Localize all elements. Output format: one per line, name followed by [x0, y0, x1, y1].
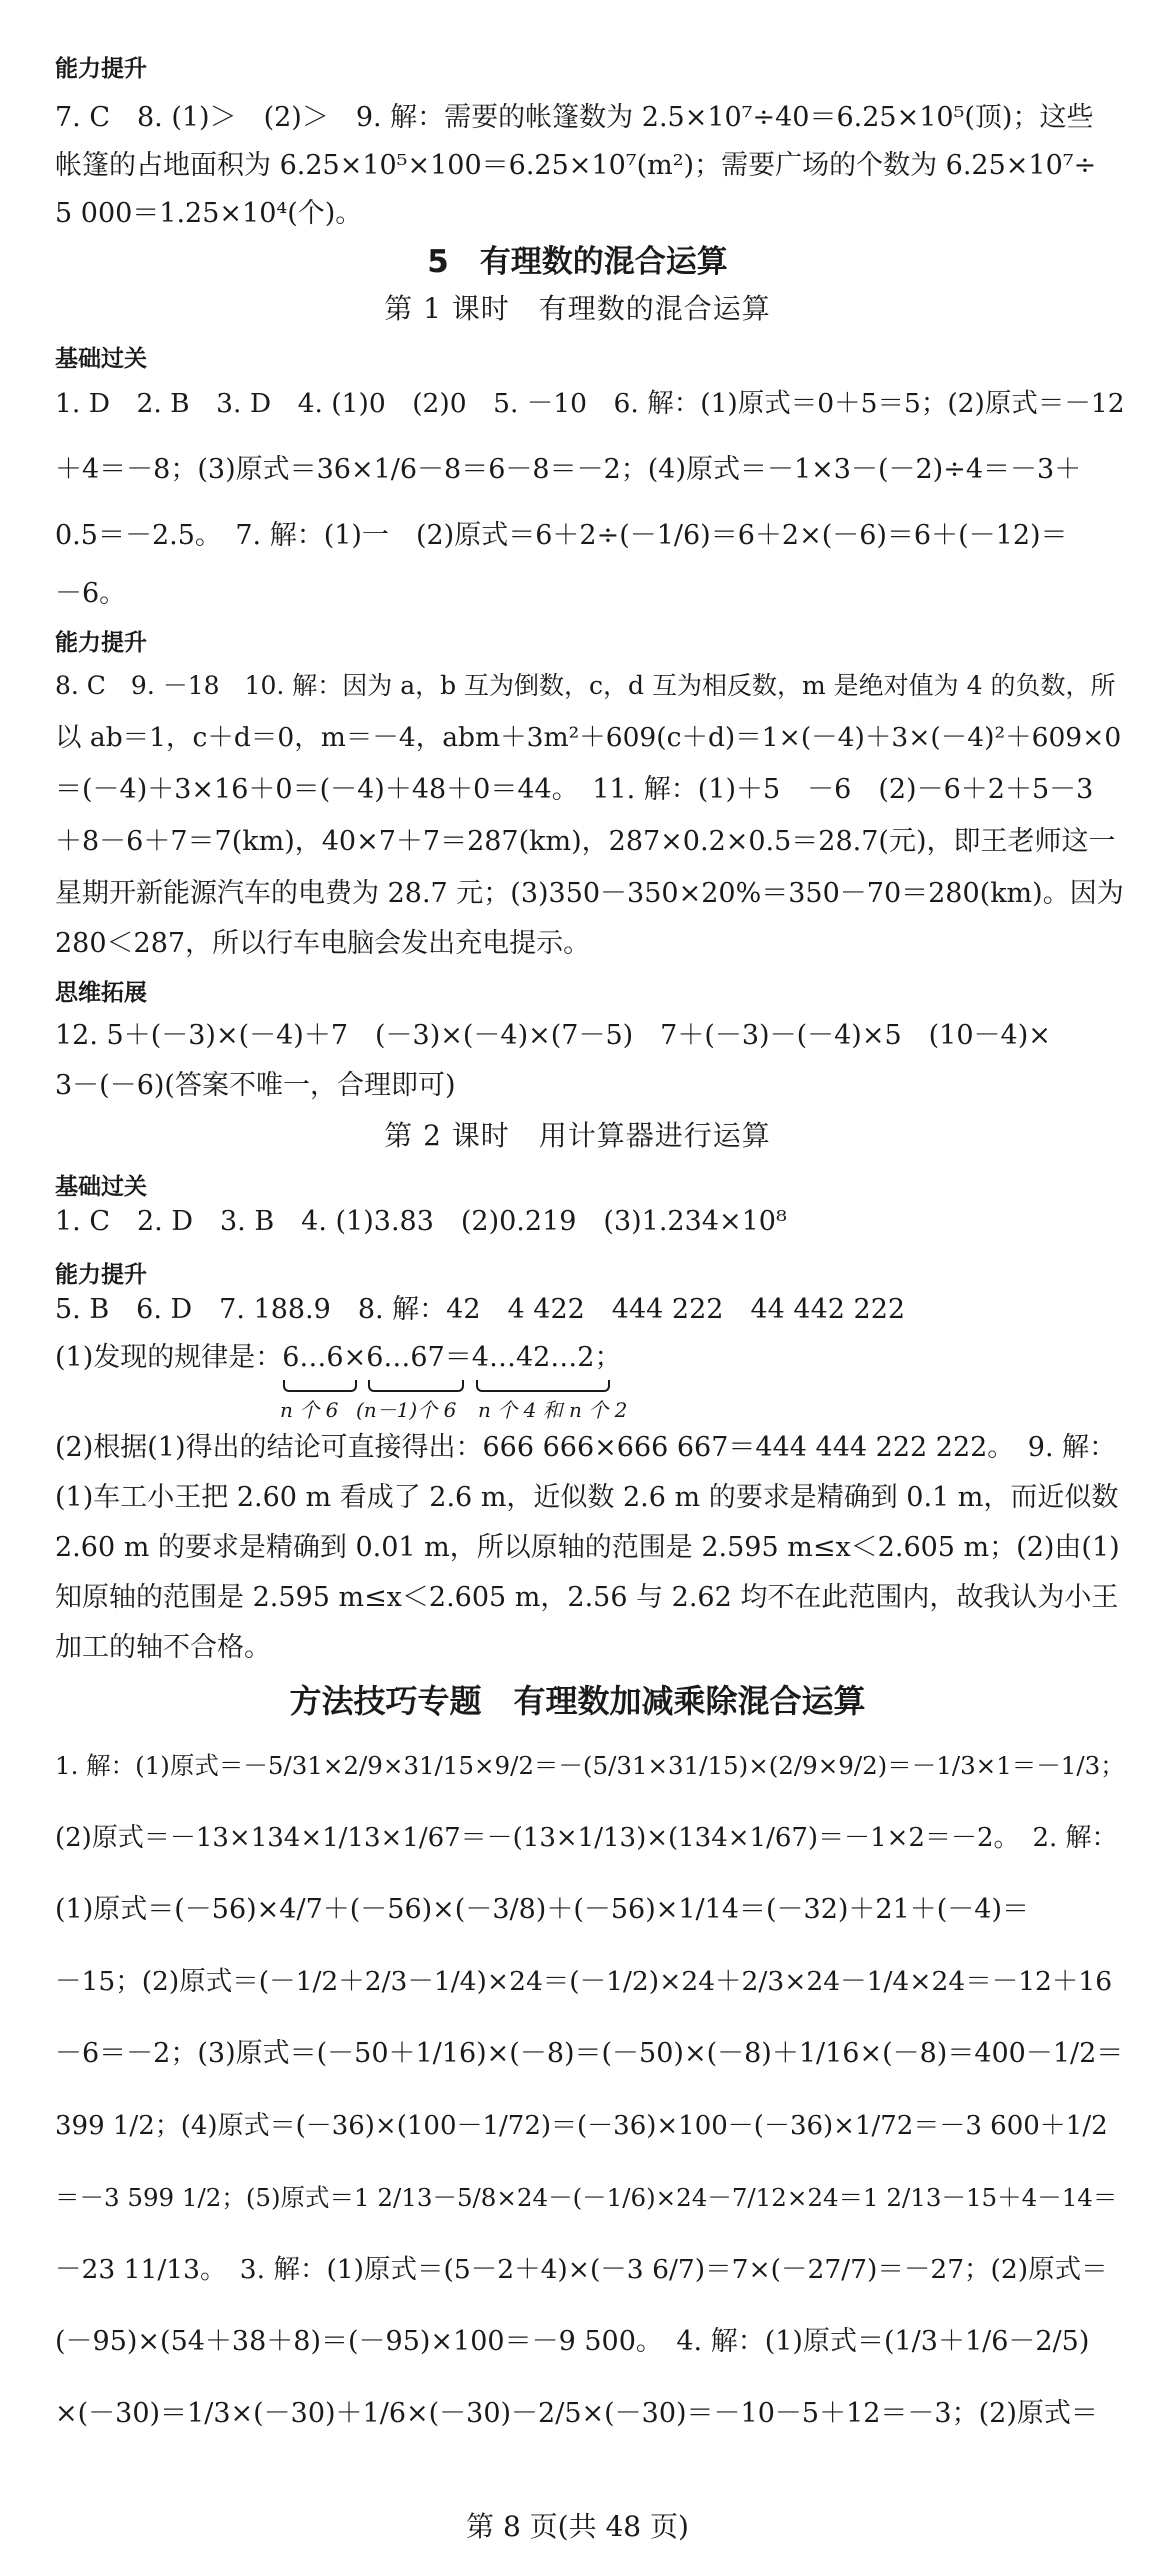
chapter-title: 5 有理数的混合运算 — [427, 244, 728, 280]
section-heading: 基础过关 — [55, 1174, 147, 1200]
text-line: ＋8－6＋7＝7(km)，40×7＋7＝287(km)，287×0.2×0.5＝28.7(元)，即王老师这一 — [55, 826, 1116, 857]
text-line: 星期开新能源汽车的电费为 28.7 元；(3)350－350×20%＝350－70＝280(km)。因为 — [55, 878, 1124, 909]
section-heading: 能力提升 — [55, 56, 147, 82]
text-line: 加工的轴不合格。 — [55, 1632, 271, 1663]
text-line: ×(－30)＝1/3×(－30)＋1/6×(－30)－2/5×(－30)＝－10－5＋12＝－3；(2)原式＝ — [55, 2398, 1098, 2429]
text-line: (1)车工小王把 2.60 m 看成了 2.6 m，近似数 2.6 m 的要求是精确到 0.1 m，而近似数 — [55, 1482, 1119, 1513]
text-line: (1)发现的规律是：6…6×6…67＝4…42…2； — [55, 1342, 622, 1373]
lesson-title: 第 2 课时 用计算器进行运算 — [384, 1119, 771, 1152]
text-line: 帐篷的占地面积为 6.25×10⁵×100＝6.25×10⁷(m²)；需要广场的个数为 6.25×10⁷÷ — [55, 150, 1097, 181]
lesson-title: 第 1 课时 有理数的混合运算 — [384, 292, 771, 325]
text-line: －23 11/13。 3. 解：(1)原式＝(5－2＋4)×(－3 6/7)＝7×(－27/7)＝－27；(2)原式＝ — [55, 2254, 1108, 2285]
text-line: 280＜287，所以行车电脑会发出充电提示。 — [55, 928, 591, 959]
text-line: 1. D 2. B 3. D 4. (1)0 (2)0 5. －10 6. 解：(1)原式＝0＋5＝5；(2)原式＝－12 — [55, 388, 1125, 419]
text-line: 12. 5＋(－3)×(－4)＋7 (－3)×(－4)×(7－5) 7＋(－3)－(－4)×5 (10－4)× — [55, 1020, 1051, 1051]
text-line: (2)根据(1)得出的结论可直接得出：666 666×666 667＝444 444 222 222。 9. 解： — [55, 1432, 1117, 1463]
text-line: (2)原式＝－13×134×1/13×1/67＝－(13×1/13)×(134×1/67)＝－1×2＝－2。 2. 解： — [55, 1823, 1118, 1853]
underbrace-label: (n－1)个 6 — [356, 1398, 457, 1422]
text-line: 1. C 2. D 3. B 4. (1)3.83 (2)0.219 (3)1.234×10⁸ — [55, 1206, 787, 1237]
underbrace-label: n 个 6 — [280, 1398, 339, 1422]
text-line: ＋4＝－8；(3)原式＝36×1/6－8＝6－8＝－2；(4)原式＝－1×3－(－2)÷4＝－3＋ — [55, 454, 1082, 485]
text-line: 3－(－6)(答案不唯一，合理即可) — [55, 1070, 456, 1101]
text-line: 以 ab＝1，c＋d＝0，m＝－4，abm＋3m²＋609(c＋d)＝1×(－4)＋3×(－4)²＋609×0 — [55, 722, 1122, 753]
underbrace-label: n 个 4 和 n 个 2 — [478, 1398, 628, 1422]
text-line: (－95)×(54＋38＋8)＝(－95)×100＝－9 500。 4. 解：(1)原式＝(1/3＋1/6－2/5) — [55, 2326, 1090, 2357]
section-heading: 基础过关 — [55, 346, 147, 372]
section-heading: 思维拓展 — [55, 980, 147, 1006]
text-line: 399 1/2；(4)原式＝(－36)×(100－1/72)＝(－36)×100－(－36)×1/72＝－3 600＋1/2 — [55, 2111, 1108, 2141]
underbrace — [368, 1380, 464, 1392]
text-line: 5 000＝1.25×10⁴(个)。 — [55, 198, 363, 229]
text-line: (1)原式＝(－56)×4/7＋(－56)×(－3/8)＋(－56)×1/14＝(－32)＋21＋(－4)＝ — [55, 1894, 1030, 1925]
section-heading: 能力提升 — [55, 1262, 147, 1288]
text-line: －6＝－2；(3)原式＝(－50＋1/16)×(－8)＝(－50)×(－8)＋1/16×(－8)＝400－1/2＝ — [55, 2038, 1124, 2069]
text-line: 8. C 9. －18 10. 解：因为 a，b 互为倒数，c，d 互为相反数，m 是绝对值为 4 的负数，所 — [55, 671, 1116, 700]
section-heading: 能力提升 — [55, 630, 147, 656]
page-footer: 第 8 页(共 48 页) — [466, 2510, 689, 2543]
text-line: 5. B 6. D 7. 188.9 8. 解：42 4 422 444 222 44 442 222 — [55, 1294, 906, 1325]
text-line: 7. C 8. (1)＞ (2)＞ 9. 解：需要的帐篷数为 2.5×10⁷÷40＝6.25×10⁵(顶)；这些 — [55, 102, 1094, 133]
underbrace — [476, 1380, 610, 1392]
text-line: ＝－3 599 1/2；(5)原式＝1 2/13－5/8×24－(－1/6)×24－7/12×24＝1 2/13－15＋4－14＝ — [55, 2183, 1118, 2212]
text-line: －6。 — [55, 578, 127, 609]
text-line: 1. 解：(1)原式＝－5/31×2/9×31/15×9/2＝－(5/31×31/15)×(2/9×9/2)＝－1/3×1＝－1/3； — [55, 1751, 1125, 1780]
text-line: －15；(2)原式＝(－1/2＋2/3－1/4)×24＝(－1/2)×24＋2/3×24－1/4×24＝－12＋16 — [55, 1966, 1113, 1997]
underbrace — [283, 1380, 357, 1392]
topic-title: 方法技巧专题 有理数加减乘除混合运算 — [289, 1682, 866, 1720]
text-line: 2.60 m 的要求是精确到 0.01 m，所以原轴的范围是 2.595 m≤x＜2.605 m；(2)由(1) — [55, 1532, 1120, 1563]
text-line: 0.5＝－2.5。 7. 解：(1)一 (2)原式＝6＋2÷(－1/6)＝6＋2×(－6)＝6＋(－12)＝ — [55, 520, 1068, 551]
text-line: 知原轴的范围是 2.595 m≤x＜2.605 m，2.56 与 2.62 均不在此范围内，故我认为小王 — [55, 1582, 1119, 1613]
text-line: ＝(－4)＋3×16＋0＝(－4)＋48＋0＝44。 11. 解：(1)＋5 －6 (2)－6＋2＋5－3 — [55, 774, 1094, 805]
